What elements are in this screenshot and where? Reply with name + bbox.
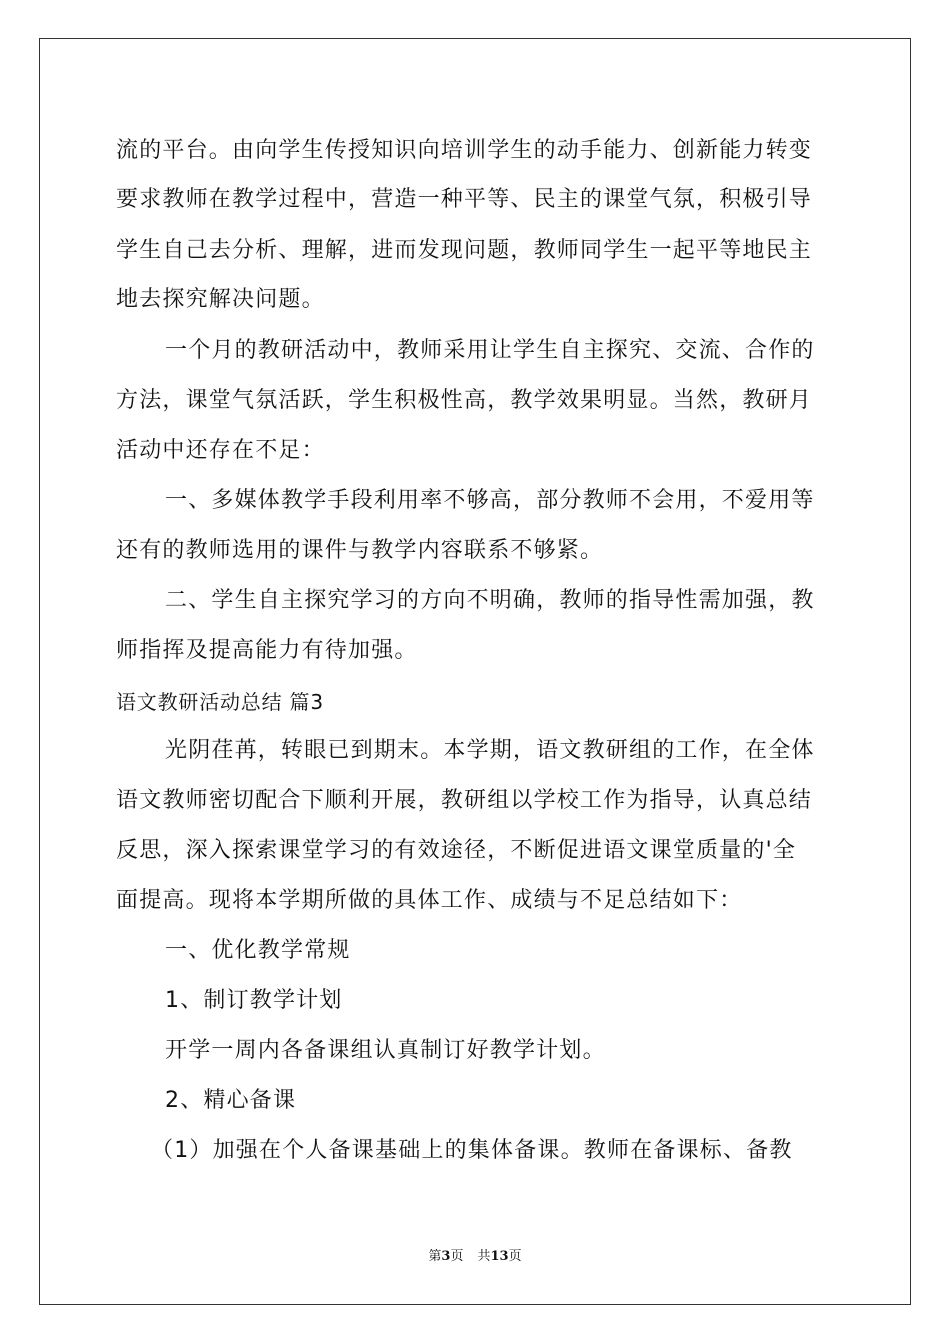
body-text-line: 师指挥及提高能力有待加强。 (116, 638, 418, 663)
body-text-line: 流的平台。由向学生传授知识向培训学生的动手能力、创新能力转变 (116, 138, 813, 163)
current-page-number: 3 (441, 1249, 451, 1264)
body-text-line: 还有的教师选用的课件与教学内容联系不够紧。 (116, 538, 604, 563)
footer-page-suffix: 页 (450, 1249, 464, 1264)
body-text-line: 二、学生自主探究学习的方向不明确，教师的指导性需加强，教 (165, 588, 815, 613)
body-text-line: 一个月的教研活动中，教师采用让学生自主探究、交流、合作的 (165, 338, 815, 363)
body-text-line: 面提高。现将本学期所做的具体工作、成绩与不足总结如下： (116, 888, 743, 913)
subheading-optimize-routine: 一、优化教学常规 (165, 938, 351, 963)
body-text-line: 地去探究解决问题。 (116, 287, 325, 312)
page-footer (0, 1248, 950, 1266)
body-text-line: （1）加强在个人备课基础上的集体备课。教师在备课标、备教 (151, 1138, 793, 1163)
body-text-line: 光阴荏苒，转眼已到期末。本学期，语文教研组的工作，在全体 (165, 738, 815, 763)
body-text-line: 学生自己去分析、理解，进而发现问题，教师同学生一起平等地民主 (116, 238, 813, 263)
body-text-line: 活动中还存在不足： (116, 438, 325, 463)
section-heading: 语文教研活动总结 篇3 (116, 690, 324, 714)
footer-total-suffix: 页 (508, 1249, 522, 1264)
subheading-teaching-plan: 1、制订教学计划 (165, 988, 343, 1013)
subheading-lesson-prep: 2、精心备课 (165, 1088, 297, 1113)
body-text-line: 方法，课堂气氛活跃，学生积极性高，教学效果明显。当然，教研月 (116, 388, 813, 413)
footer-prefix: 第 (428, 1249, 442, 1264)
total-page-count: 13 (490, 1249, 509, 1264)
body-text-line: 反思，深入探索课堂学习的有效途径，不断促进语文课堂质量的'全 (116, 838, 797, 863)
body-text-line: 开学一周内各备课组认真制订好教学计划。 (165, 1038, 606, 1063)
body-text-line: 一、多媒体教学手段利用率不够高，部分教师不会用，不爱用等 (165, 488, 815, 513)
body-text-line: 要求教师在教学过程中，营造一种平等、民主的课堂气氛，积极引导 (116, 187, 813, 212)
body-text-line: 语文教师密切配合下顺利开展，教研组以学校工作为指导，认真总结 (116, 788, 813, 813)
footer-total-prefix: 共 (477, 1249, 491, 1264)
